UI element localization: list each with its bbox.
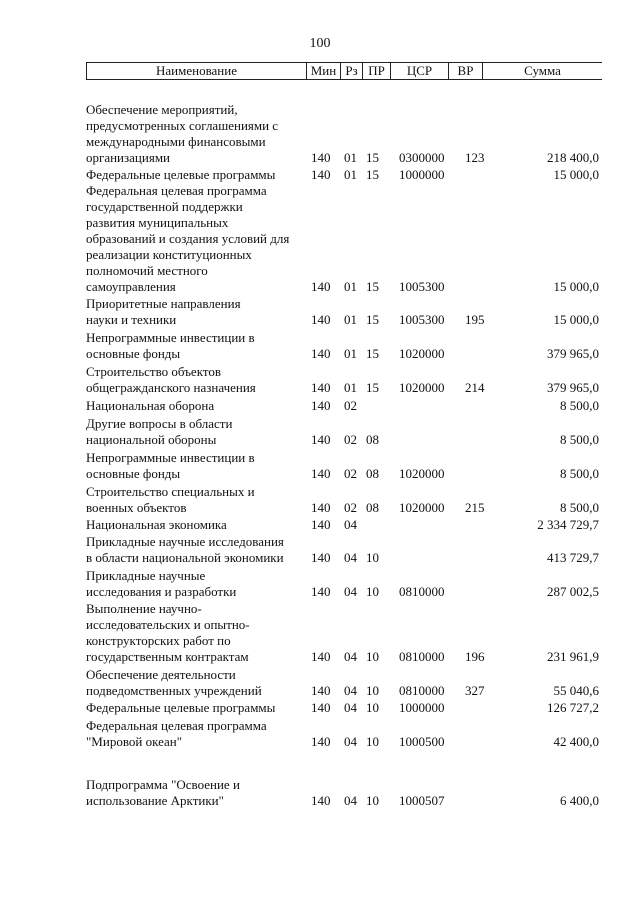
row-rz: 04 (344, 550, 357, 565)
row-csr: 0810000 (399, 649, 445, 664)
row-pr: 15 (366, 150, 379, 165)
row-sum: 15 000,0 (553, 167, 599, 182)
row-min: 140 (311, 734, 331, 749)
row-sum: 2 334 729,7 (537, 517, 599, 532)
row-sum: 15 000,0 (553, 279, 599, 294)
row-vr: 327 (465, 683, 485, 698)
row-pr: 10 (366, 734, 379, 749)
row-name: Другие вопросы в области национальной обороны (86, 416, 233, 447)
row-rz: 04 (344, 793, 357, 808)
row-name: Обеспечение деятельности подведомственных учреждений (86, 667, 262, 698)
header-rz: Рз (341, 63, 363, 79)
row-vr: 196 (465, 649, 485, 664)
row-name: Федеральные целевые программы (86, 167, 276, 182)
header-sum: Сумма (524, 63, 561, 78)
row-pr: 08 (366, 500, 379, 515)
row-sum: 218 400,0 (547, 150, 599, 165)
header-name: Наименование (86, 63, 307, 79)
row-min: 140 (311, 380, 331, 395)
row-sum: 8 500,0 (560, 398, 599, 413)
row-min: 140 (311, 150, 331, 165)
row-rz: 04 (344, 700, 357, 715)
row-min: 140 (311, 649, 331, 664)
row-min: 140 (311, 398, 331, 413)
row-pr: 15 (366, 167, 379, 182)
row-min: 140 (311, 432, 331, 447)
row-csr: 1020000 (399, 346, 445, 361)
row-csr: 1020000 (399, 380, 445, 395)
row-sum: 379 965,0 (547, 380, 599, 395)
row-sum: 8 500,0 (560, 500, 599, 515)
row-pr: 10 (366, 550, 379, 565)
row-rz: 01 (344, 279, 357, 294)
row-name: Федеральная целевая программа государственной поддержки развития муниципальных образований и создания условий для реализации конституционных полномочий местного самоуправления (86, 183, 290, 294)
row-name: Строительство специальных и военных объектов (86, 484, 255, 515)
row-pr: 10 (366, 700, 379, 715)
row-min: 140 (311, 584, 331, 599)
row-min: 140 (311, 279, 331, 294)
row-min: 140 (311, 793, 331, 808)
row-sum: 42 400,0 (553, 734, 599, 749)
row-rz: 04 (344, 649, 357, 664)
row-csr: 1000507 (399, 793, 445, 808)
row-name: Строительство объектов общегражданского назначения (86, 364, 256, 395)
row-rz: 02 (344, 432, 357, 447)
row-rz: 01 (344, 380, 357, 395)
row-csr: 1020000 (399, 500, 445, 515)
row-pr: 08 (366, 432, 379, 447)
row-name: Федеральная целевая программа "Мировой океан" (86, 718, 267, 749)
row-min: 140 (311, 500, 331, 515)
row-rz: 02 (344, 466, 357, 481)
row-pr: 10 (366, 683, 379, 698)
row-rz: 01 (344, 312, 357, 327)
row-rz: 02 (344, 398, 357, 413)
row-vr: 195 (465, 312, 485, 327)
row-name: Непрограммные инвестиции в основные фонды (86, 450, 255, 481)
row-rz: 01 (344, 167, 357, 182)
row-sum: 287 002,5 (547, 584, 599, 599)
row-csr: 0810000 (399, 683, 445, 698)
row-min: 140 (311, 550, 331, 565)
row-rz: 04 (344, 683, 357, 698)
row-min: 140 (311, 346, 331, 361)
header-pr: ПР (363, 63, 391, 79)
header-vr: ВР (449, 63, 483, 79)
row-csr: 0300000 (399, 150, 445, 165)
row-sum: 8 500,0 (560, 466, 599, 481)
header-min: Мин (307, 63, 341, 79)
row-sum: 55 040,6 (553, 683, 599, 698)
row-sum: 8 500,0 (560, 432, 599, 447)
row-csr: 1020000 (399, 466, 445, 481)
row-min: 140 (311, 466, 331, 481)
row-min: 140 (311, 517, 331, 532)
row-csr: 1005300 (399, 312, 445, 327)
row-min: 140 (311, 683, 331, 698)
row-rz: 04 (344, 584, 357, 599)
row-sum: 231 961,9 (547, 649, 599, 664)
row-sum: 126 727,2 (547, 700, 599, 715)
row-sum: 6 400,0 (560, 793, 599, 808)
row-min: 140 (311, 700, 331, 715)
row-pr: 10 (366, 584, 379, 599)
row-csr: 1005300 (399, 279, 445, 294)
row-vr: 215 (465, 500, 485, 515)
row-pr: 10 (366, 793, 379, 808)
row-rz: 04 (344, 517, 357, 532)
row-csr: 1000000 (399, 700, 445, 715)
row-name: Федеральные целевые программы (86, 700, 276, 715)
row-pr: 08 (366, 466, 379, 481)
row-csr: 0810000 (399, 584, 445, 599)
row-pr: 15 (366, 346, 379, 361)
header-csr: ЦСР (391, 63, 449, 79)
page-number: 100 (309, 36, 331, 51)
row-pr: 15 (366, 380, 379, 395)
row-name: Прикладные научные исследования в области национальной экономики (86, 534, 284, 565)
row-csr: 1000500 (399, 734, 445, 749)
row-min: 140 (311, 312, 331, 327)
row-name: Выполнение научно- исследовательских и опытно- конструкторских работ по государственным контрактам (86, 601, 250, 664)
row-vr: 123 (465, 150, 485, 165)
row-rz: 01 (344, 150, 357, 165)
row-pr: 15 (366, 279, 379, 294)
row-min: 140 (311, 167, 331, 182)
row-name: Национальная оборона (86, 398, 215, 413)
row-pr: 15 (366, 312, 379, 327)
row-vr: 214 (465, 380, 485, 395)
row-name: Непрограммные инвестиции в основные фонды (86, 330, 255, 361)
row-rz: 02 (344, 500, 357, 515)
row-csr: 1000000 (399, 167, 445, 182)
row-rz: 04 (344, 734, 357, 749)
row-name: Приоритетные направления науки и техники (86, 296, 241, 327)
row-name: Обеспечение мероприятий, предусмотренных соглашениями с международными финансовыми организациями (86, 102, 279, 165)
row-sum: 413 729,7 (547, 550, 599, 565)
row-name: Национальная экономика (86, 517, 227, 532)
row-sum: 379 965,0 (547, 346, 599, 361)
row-rz: 01 (344, 346, 357, 361)
row-pr: 10 (366, 649, 379, 664)
row-name: Подпрограмма "Освоение и использование Арктики" (86, 777, 240, 808)
row-sum: 15 000,0 (553, 312, 599, 327)
row-name: Прикладные научные исследования и разработки (86, 568, 237, 599)
